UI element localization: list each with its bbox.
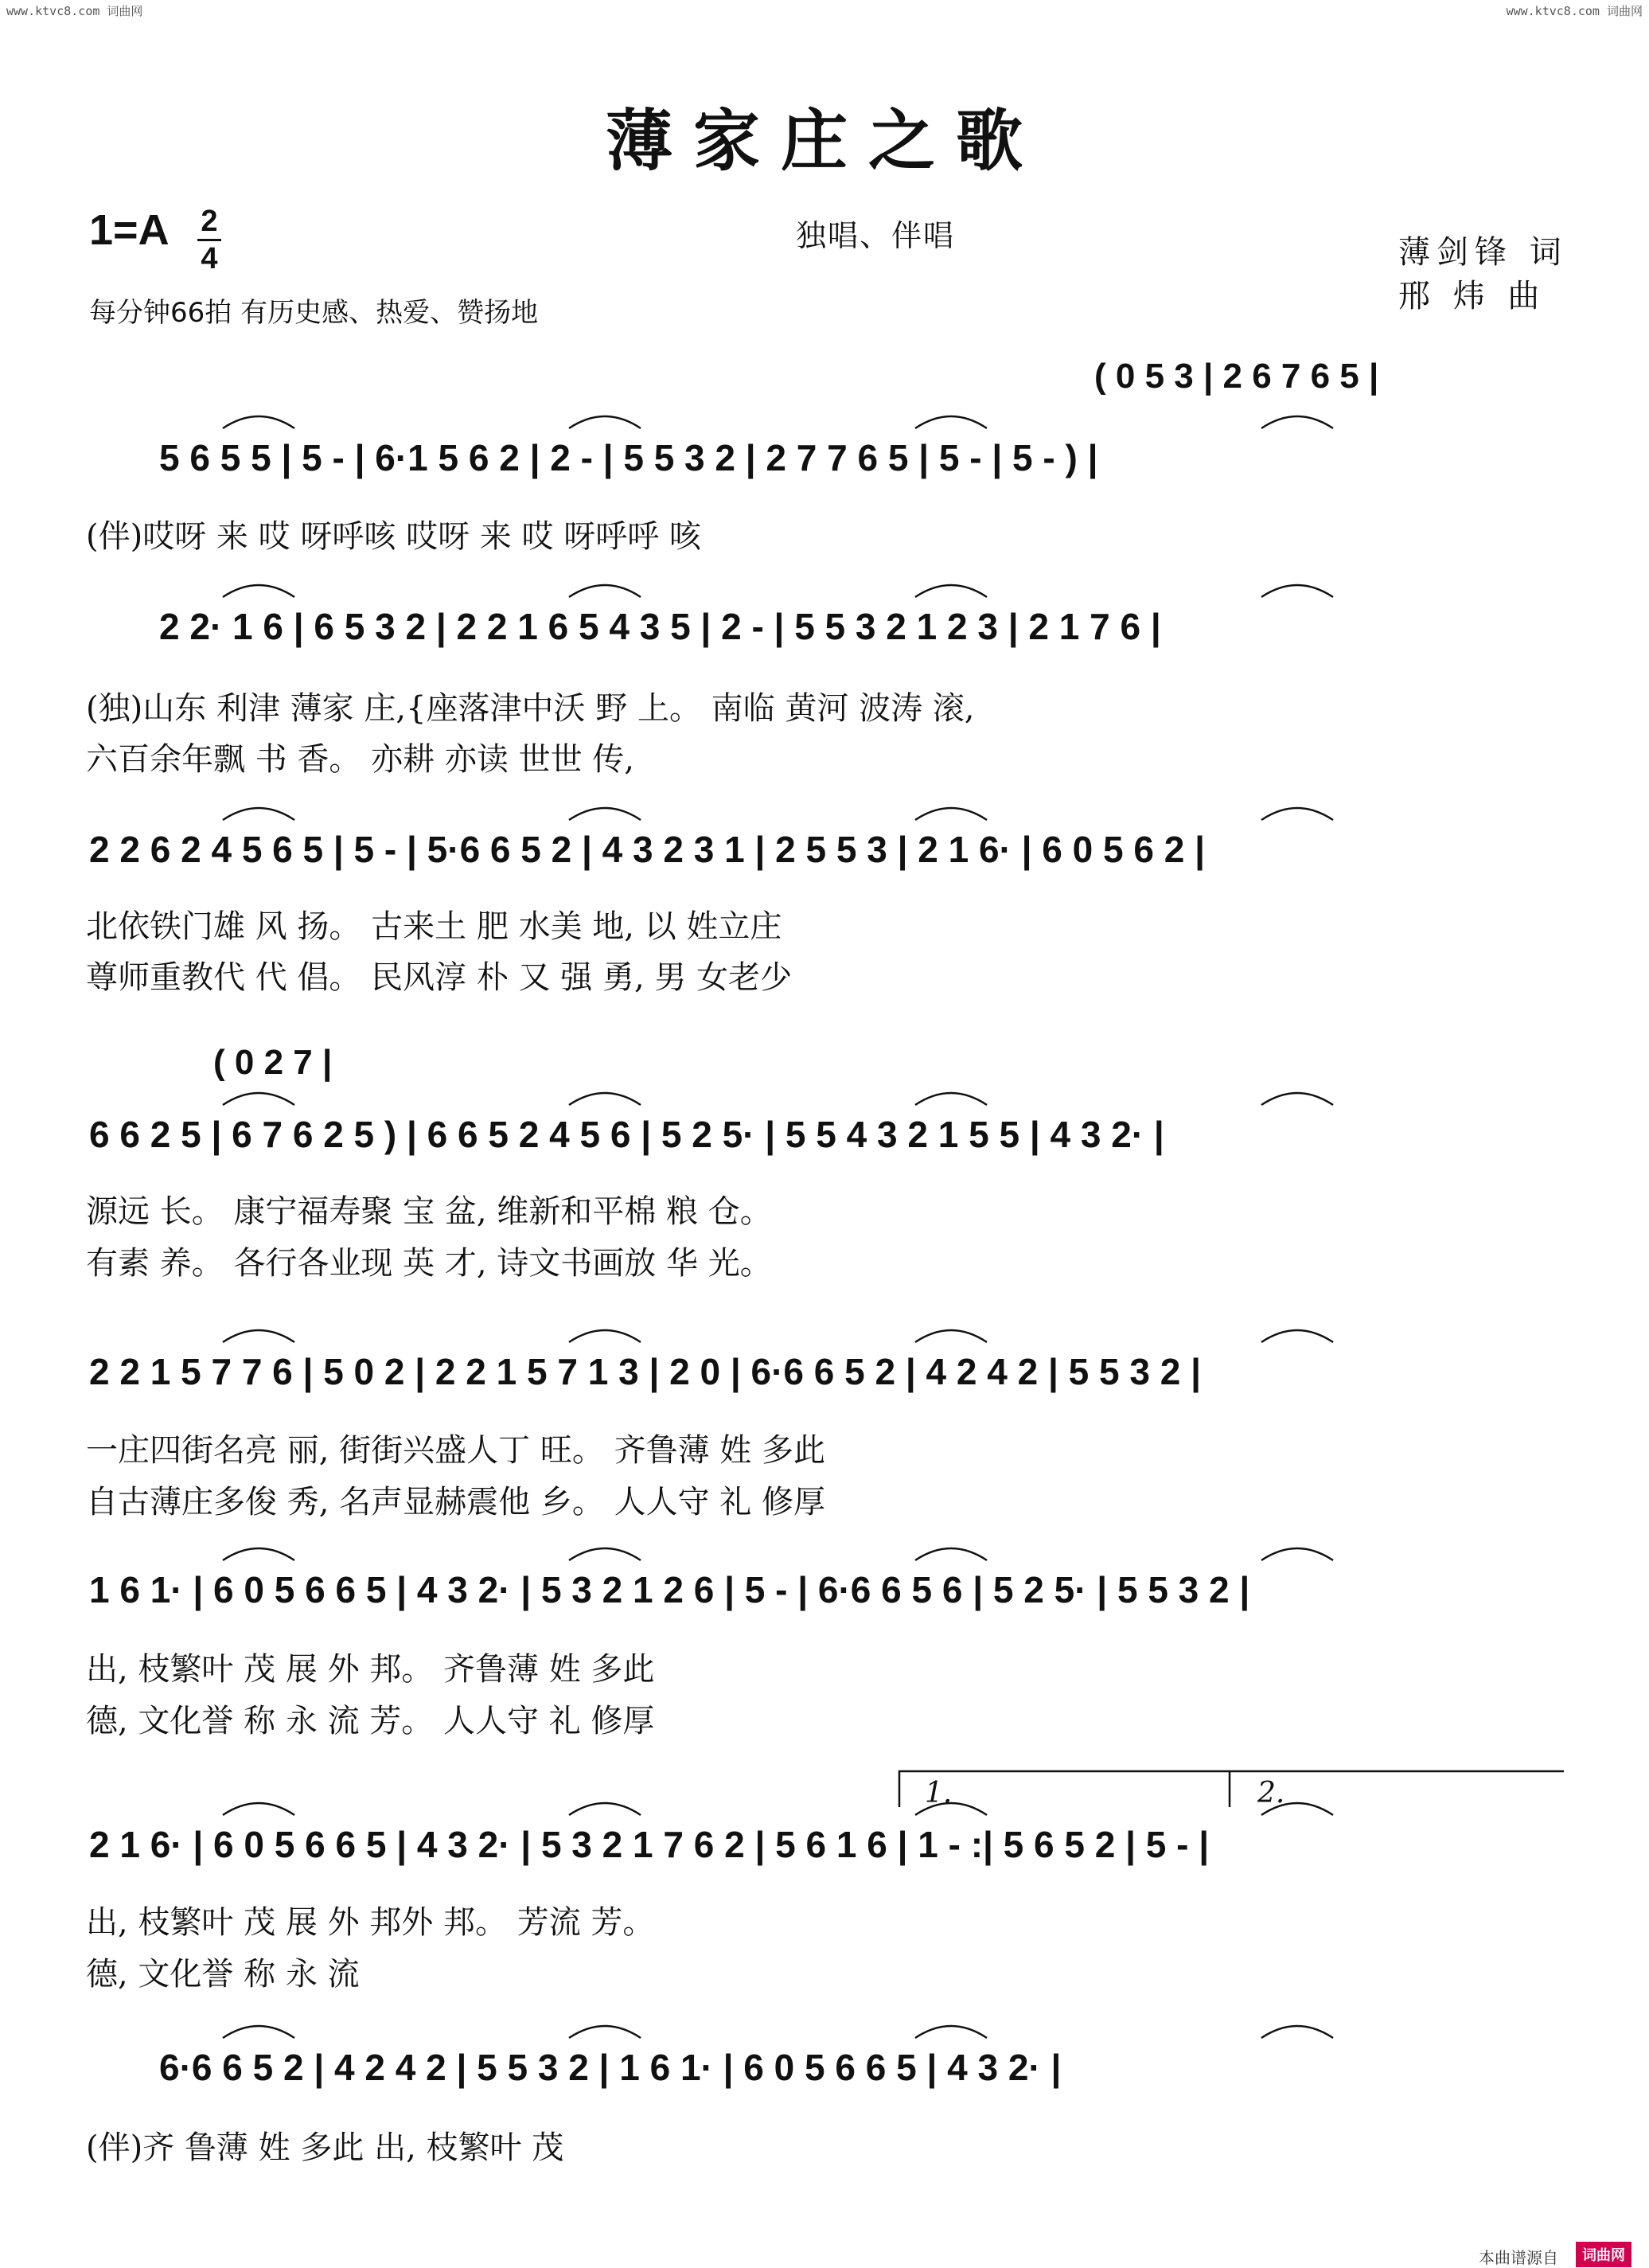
slur-arc <box>915 808 987 820</box>
slur-arc <box>1261 1548 1333 1560</box>
lyrics-row-3-v2: 尊师重教代 代 倡。 民风淳 朴 又 强 勇, 男 女老少 <box>86 959 793 996</box>
lyrics-row-5-v2: 自古薄庄多俊 秀, 名声显赫震他 乡。 人人守 礼 修厚 <box>86 1484 826 1520</box>
lyrics-row-1: (伴)哎呀 来 哎 呀呼咳 哎呀 来 哎 呀呼呼 咳 <box>86 518 701 555</box>
slur-arc <box>569 416 641 428</box>
lyrics-row-4-v2: 有素 养。 各行各业现 英 才, 诗文书画放 华 光。 <box>86 1245 772 1282</box>
notes-row-6: 1 6 1· | 6 0 5 6 6 5 | 4 3 2· | 5 3 2 1 2 6 | 5 - | 6·6 6 5 6 | 5 2 5· | 5 5 3 2 | <box>89 1569 1250 1610</box>
slur-arc <box>223 585 294 597</box>
intro-notes-row-4: ( 0 2 7 | <box>213 1043 333 1082</box>
notes-row-4: 6 6 2 5 | 6 7 6 2 5 ) | 6 6 5 2 4 5 6 | 5 2 5· | 5 5 4 3 2 1 5 5 | 4 3 2· | <box>89 1114 1164 1155</box>
volta-2-label: 2. <box>1257 1777 1285 1809</box>
slur-arc <box>915 1548 987 1560</box>
slur-arc <box>569 585 641 597</box>
slur-arc <box>569 1330 641 1342</box>
slur-arc <box>223 1803 294 1815</box>
volta-1-label: 1. <box>925 1777 953 1809</box>
lyricist-credit: 薄剑锋 词 <box>1398 234 1568 271</box>
notes-row-7: 2 1 6· | 6 0 5 6 6 5 | 4 3 2· | 5 3 2 1 7 6 2 | 5 6 1 6 | 1 - :| 5 6 5 2 | 5 - | <box>89 1824 1210 1865</box>
slur-arc <box>1261 416 1333 428</box>
slur-arc <box>915 2026 987 2038</box>
intro-notes: ( 0 5 3 | 2 6 7 6 5 | <box>1094 357 1379 396</box>
slur-arc <box>1261 2026 1333 2038</box>
slur-arc <box>569 808 641 820</box>
slur-arc <box>915 1093 987 1105</box>
slur-arc <box>1261 1093 1333 1105</box>
lyrics-row-7-v2: 德, 文化誉 称 永 流 <box>86 1956 360 1993</box>
key-signature: 1=A <box>89 206 170 254</box>
slur-arc <box>915 1330 987 1342</box>
slur-arc <box>569 2026 641 2038</box>
slur-arc <box>569 1548 641 1560</box>
notes-row-2: 2 2· 1 6 | 6 5 3 2 | 2 2 1 6 5 4 3 5 | 2 - | 5 5 3 2 1 2 3 | 2 1 7 6 | <box>159 606 1161 647</box>
composer-credit: 邢 炜 曲 <box>1398 278 1546 314</box>
slur-arc <box>569 1093 641 1105</box>
lyrics-row-5-v1: 一庄四街名亮 丽, 街街兴盛人丁 旺。 齐鲁薄 姓 多此 <box>86 1432 826 1469</box>
slur-arc <box>569 1803 641 1815</box>
notes-row-8: 6·6 6 5 2 | 4 2 4 2 | 5 5 3 2 | 1 6 1· | 6 0 5 6 6 5 | 4 3 2· | <box>159 2047 1062 2088</box>
notes-row-1: 5 6 5 5 | 5 - | 6·1 5 6 2 | 2 - | 5 5 3 2 | 2 7 7 6 5 | 5 - | 5 - ) | <box>159 437 1098 478</box>
lyrics-row-2-v1: (独)山东 利津 薄家 庄,{座落津中沃 野 上。 南临 黄河 波涛 滚, <box>86 690 975 727</box>
lyrics-row-3-v1: 北依铁门雄 风 扬。 古来土 肥 水美 地, 以 姓立庄 <box>86 908 782 945</box>
slur-arc <box>915 585 987 597</box>
page-title: 薄家庄之歌 <box>605 101 1043 180</box>
footer-source: 本曲谱源自 <box>1479 2248 1558 2267</box>
tempo-marking: 每分钟66拍 有历史感、热爱、赞扬地 <box>89 297 539 329</box>
lyrics-row-8: (伴)齐 鲁薄 姓 多此 出, 枝繁叶 茂 <box>86 2129 564 2166</box>
lyrics-row-6-v1: 出, 枝繁叶 茂 展 外 邦。 齐鲁薄 姓 多此 <box>86 1651 655 1688</box>
time-signature-top: 2 <box>201 205 218 238</box>
footer-brand: 词曲网 <box>1576 2242 1631 2267</box>
slur-arc <box>223 416 294 428</box>
slur-arc <box>1261 808 1333 820</box>
slur-arc <box>223 1330 294 1342</box>
slur-arc <box>1261 585 1333 597</box>
lyrics-row-7-v1: 出, 枝繁叶 茂 展 外 邦外 邦。 芳流 芳。 <box>86 1904 655 1941</box>
slur-arc <box>1261 1330 1333 1342</box>
notes-row-5: 2 2 1 5 7 7 6 | 5 0 2 | 2 2 1 5 7 1 3 | 2 0 | 6·6 6 5 2 | 4 2 4 2 | 5 5 3 2 | <box>89 1351 1201 1392</box>
slur-arc <box>223 1093 294 1105</box>
slur-arc <box>223 1548 294 1560</box>
slur-arc <box>223 808 294 820</box>
lyrics-row-2-v2: 六百余年飘 书 香。 亦耕 亦读 世世 传, <box>86 741 635 778</box>
slur-arc <box>223 2026 294 2038</box>
watermark-right: www.ktvc8.com 词曲网 <box>1506 4 1643 18</box>
lyrics-row-6-v2: 德, 文化誉 称 永 流 芳。 人人守 礼 修厚 <box>86 1703 655 1739</box>
performance-type: 独唱、伴唱 <box>796 218 956 253</box>
watermark-left: www.ktvc8.com 词曲网 <box>6 4 143 18</box>
slur-arc <box>915 416 987 428</box>
notes-row-3: 2 2 6 2 4 5 6 5 | 5 - | 5·6 6 5 2 | 4 3 2 3 1 | 2 5 5 3 | 2 1 6· | 6 0 5 6 2 | <box>89 829 1205 870</box>
lyrics-row-4-v1: 源远 长。 康宁福寿聚 宝 盆, 维新和平棉 粮 仓。 <box>86 1193 772 1230</box>
time-signature-bottom: 4 <box>201 242 218 275</box>
